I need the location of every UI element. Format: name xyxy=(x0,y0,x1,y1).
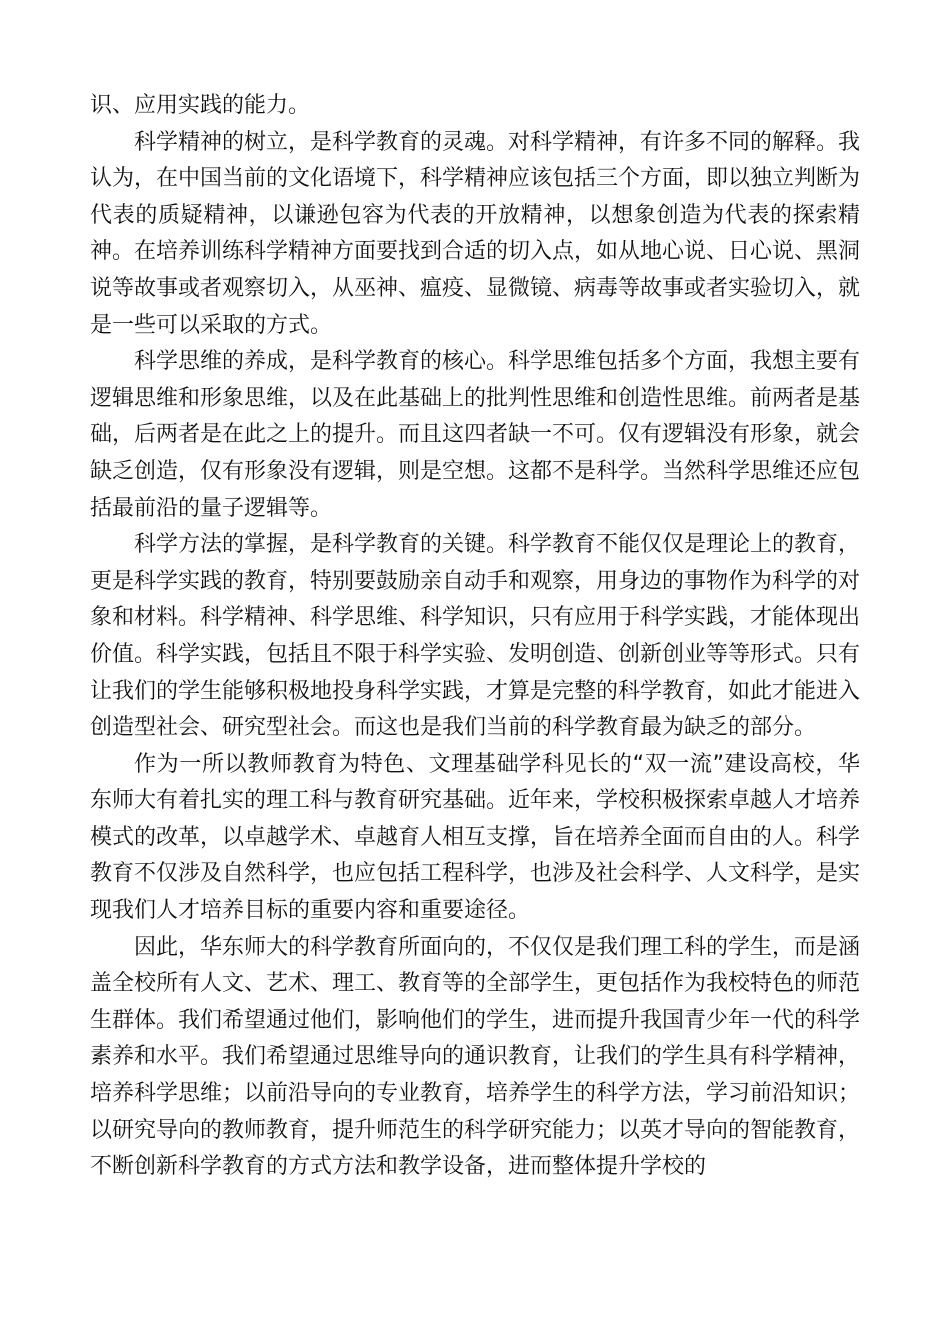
paragraph-university-background: 作为一所以教师教育为特色、文理基础学科见长的“双一流”建设高校，华东师大有着扎实的理工科与教育研究基础。近年来，学校积极探索卓越人才培养模式的改革，以卓越学术、卓越育人相互支撑，旨在培养全面而自由的人。科学教育不仅涉及自然科学，也应包括工程科学，也涉及社会科学、人文科学，是实现我们人才培养目标的重要内容和重要途径。 xyxy=(90,751,861,924)
paragraph-scientific-spirit: 科学精神的树立，是科学教育的灵魂。对科学精神，有许多不同的解释。我认为，在中国当前的文化语境下，科学精神应该包括三个方面，即以独立判断为代表的质疑精神，以谦逊包容为代表的开放精神，以想象创造为代表的探索精神。在培养训练科学精神方面要找到合适的切入点，如从地心说、日心说、黑洞说等故事或者观察切入，从巫神、瘟疫、显微镜、病毒等故事或者实验切入，就是一些可以采取的方式。 xyxy=(90,129,861,338)
paragraph-scientific-method: 科学方法的掌握，是科学教育的关键。科学教育不能仅仅是理论上的教育，更是科学实践的教育，特别要鼓励亲自动手和观察，用身边的事物作为科学的对象和材料。科学精神、科学思维、科学知识，只有应用于科学实践，才能体现出价值。科学实践，包括且不限于科学实验、发明创造、创新创业等等形式。只有让我们的学生能够积极地投身科学实践，才算是完整的科学教育，如此才能进入创造型社会、研究型社会。而这也是我们当前的科学教育最为缺乏的部分。 xyxy=(90,532,861,741)
document-page xyxy=(90,88,860,1186)
paragraph-continuation: 识、应用实践的能力。 xyxy=(90,93,311,118)
paragraph-scientific-thinking: 科学思维的养成，是科学教育的核心。科学思维包括多个方面，我想主要有逻辑思维和形象思维，以及在此基础上的批判性思维和创造性思维。前两者是基础，后两者是在此之上的提升。而且这四者缺一不可。仅有逻辑没有形象，就会缺乏创造，仅有形象没有逻辑，则是空想。这都不是科学。当然科学思维还应包括最前沿的量子逻辑等。 xyxy=(90,349,861,521)
paragraph-education-scope: 因此，华东师大的科学教育所面向的，不仅仅是我们理工科的学生，而是涵盖全校所有人文、艺术、理工、教育等的全部学生，更包括作为我校特色的师范生群体。我们希望通过他们，影响他们的学生，进而提升我国青少年一代的科学素养和水平。我们希望通过思维导向的通识教育，让我们的学生具有科学精神，培养科学思维；以前沿导向的专业教育，培养学生的科学方法，学习前沿知识；以研究导向的教师教育，提升师范生的科学研究能力；以英才导向的智能教育，不断创新科学教育的方式方法和教学设备，进而整体提升学校的 xyxy=(90,934,861,1180)
